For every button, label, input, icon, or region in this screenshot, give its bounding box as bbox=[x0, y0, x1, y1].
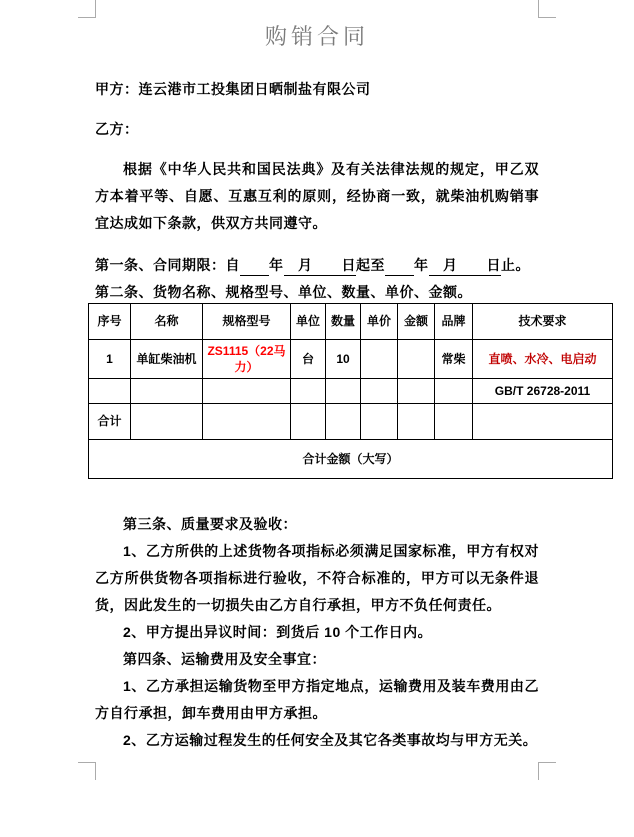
cell-seq: 1 bbox=[89, 340, 131, 379]
cell-empty bbox=[291, 404, 326, 440]
clause3-item-1: 1、乙方所供的上述货物各项指标必须满足国家标准，甲方有权对乙方所供货物各项指标进行验收，不符合标准的，甲方可以无条件退货，因此发生的一切损失由乙方自行承担，甲方不负任何责任。 bbox=[95, 543, 539, 613]
header-tech: 技术要求 bbox=[473, 304, 613, 340]
goods-table bbox=[88, 303, 613, 479]
cell-empty bbox=[361, 379, 398, 404]
crop-mark-bottom-left-horizontal bbox=[78, 762, 96, 763]
blank-underline-start-year bbox=[240, 256, 269, 276]
cell-empty bbox=[326, 379, 361, 404]
clause1-year2-label: 年 bbox=[414, 257, 429, 273]
clause4-item-1: 1、乙方承担运输货物至甲方指定地点，运输费用及装车费用由乙方自行承担，卸车费用由甲方承担。 bbox=[95, 678, 539, 721]
clause1-year1-label: 年 bbox=[269, 257, 284, 273]
header-spec: 规格型号 bbox=[203, 304, 291, 340]
blank-underline-start-month-day: 月 日 bbox=[284, 256, 357, 276]
cell-spec: ZS1115（22马力） bbox=[203, 340, 291, 379]
cell-empty bbox=[361, 404, 398, 440]
header-name: 名称 bbox=[131, 304, 203, 340]
party-a-line: 甲方：连云港市工投集团日晒制盐有限公司 bbox=[95, 81, 371, 97]
cell-empty bbox=[203, 404, 291, 440]
crop-mark-top-right-horizontal bbox=[538, 17, 556, 18]
cell-empty bbox=[89, 379, 131, 404]
clause3-item-2: 2、甲方提出异议时间：到货后 10 个工作日内。 bbox=[123, 624, 433, 640]
cell-brand: 常柴 bbox=[435, 340, 473, 379]
clause2-heading: 第二条、货物名称、规格型号、单位、数量、单价、金额。 bbox=[95, 284, 472, 300]
cell-empty bbox=[326, 404, 361, 440]
preamble-paragraph: 根据《中华人民共和国民法典》及有关法律法规的规定，甲乙双方本着平等、自愿、互惠互利的原则，经协商一致，就柴油机购销事宜达成如下条款，供双方共同遵守。 bbox=[95, 161, 539, 231]
cell-empty bbox=[435, 379, 473, 404]
blank-underline-end-month-day: 月 日 bbox=[429, 256, 502, 276]
contract-document bbox=[95, 17, 597, 754]
cell-empty bbox=[435, 404, 473, 440]
table-header-row bbox=[89, 304, 613, 340]
clause1-contract-period-line bbox=[95, 252, 539, 279]
clause1-prefix: 第一条、合同期限：自 bbox=[95, 257, 240, 273]
page-title: 购销合同 bbox=[264, 24, 369, 49]
blank-underline-end-year bbox=[385, 256, 414, 276]
crop-mark-bottom-left-vertical bbox=[95, 762, 96, 780]
cell-empty bbox=[473, 404, 613, 440]
cell-standard: GB/T 26728-2011 bbox=[473, 379, 613, 404]
crop-mark-top-left-vertical bbox=[95, 0, 96, 17]
table-row-item-1 bbox=[89, 340, 613, 379]
party-b-line: 乙方： bbox=[95, 121, 139, 137]
header-qty: 数量 bbox=[326, 304, 361, 340]
cell-total-label: 合计 bbox=[89, 404, 131, 440]
cell-unit: 台 bbox=[291, 340, 326, 379]
crop-mark-top-right-vertical bbox=[538, 0, 539, 17]
cell-grand-total-label: 合计金额（大写） bbox=[89, 440, 613, 479]
clause1-suffix: 止。 bbox=[501, 257, 530, 273]
cell-empty bbox=[131, 404, 203, 440]
header-unit: 单位 bbox=[291, 304, 326, 340]
cell-empty bbox=[203, 379, 291, 404]
crop-mark-bottom-right-horizontal bbox=[538, 762, 556, 763]
cell-name: 单缸柴油机 bbox=[131, 340, 203, 379]
header-amount: 金额 bbox=[398, 304, 435, 340]
table-row-total bbox=[89, 404, 613, 440]
clause1-middle-text: 起至 bbox=[356, 257, 385, 273]
header-brand: 品牌 bbox=[435, 304, 473, 340]
clause3-heading: 第三条、质量要求及验收： bbox=[123, 516, 297, 532]
cell-empty bbox=[131, 379, 203, 404]
cell-tech: 直喷、水冷、电启动 bbox=[473, 340, 613, 379]
cell-qty: 10 bbox=[326, 340, 361, 379]
cell-empty bbox=[291, 379, 326, 404]
header-price: 单价 bbox=[361, 304, 398, 340]
cell-empty bbox=[398, 404, 435, 440]
table-row-grand-total bbox=[89, 440, 613, 479]
cell-amount bbox=[398, 340, 435, 379]
table-row-standard bbox=[89, 379, 613, 404]
cell-empty bbox=[398, 379, 435, 404]
cell-price bbox=[361, 340, 398, 379]
crop-mark-bottom-right-vertical bbox=[538, 762, 539, 780]
header-seq: 序号 bbox=[89, 304, 131, 340]
clause4-item-2: 2、乙方运输过程发生的任何安全及其它各类事故均与甲方无关。 bbox=[123, 732, 538, 748]
crop-mark-top-left-horizontal bbox=[78, 17, 96, 18]
clause4-heading: 第四条、运输费用及安全事宜： bbox=[123, 651, 326, 667]
